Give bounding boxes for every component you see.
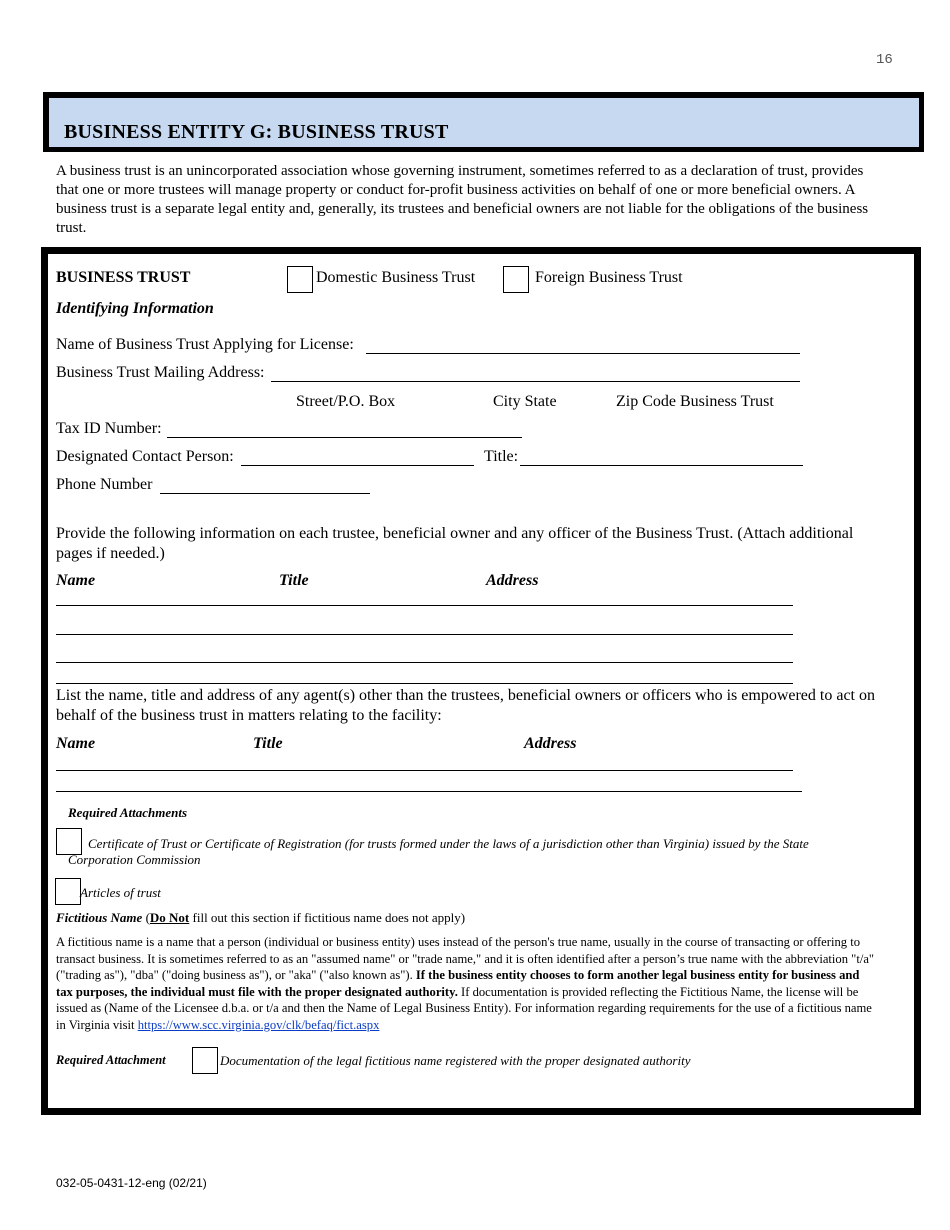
trustee-entry-line[interactable] [56, 634, 793, 635]
domestic-checkbox[interactable] [287, 266, 313, 293]
trustees-address-header: Address [486, 572, 539, 589]
section-title-banner [43, 92, 924, 152]
fictitious-heading: Fictitious Name [56, 910, 143, 925]
trustees-instructions: Provide the following information on each trustee, beneficial owner and any officer of the Business Trust. (Attach additional pages if needed.) [56, 525, 854, 562]
trust-name-label: Name of Business Trust Applying for License: [56, 336, 354, 353]
form-code-footer: 032-05-0431-12-eng (02/21) [56, 1176, 207, 1190]
intro-paragraph: A business trust is an unincorporated association whose governing instrument, sometimes referred to as a declaration of trust, provides that one or more trustees will manage property or conduct for-profit business activities on behalf of one or more beneficial owners. A business trust is a separate legal entity and, generally, its trustees and beneficial owners are not liable for the obligations of the business trust. [56, 163, 869, 236]
contact-title-field[interactable] [520, 465, 803, 466]
phone-field[interactable] [160, 493, 370, 494]
mailing-address-field[interactable] [271, 381, 800, 382]
contact-person-label: Designated Contact Person: [56, 448, 234, 465]
agent-entry-line[interactable] [56, 791, 802, 792]
page-number: 16 [876, 52, 893, 68]
fictitious-doc-checkbox[interactable] [192, 1047, 218, 1074]
foreign-checkbox[interactable] [503, 266, 529, 293]
agents-name-header: Name [56, 735, 96, 752]
fictitious-paragraph-bold: If the business entity chooses to form another legal business entity for business and tax purposes, the individual must file with the proper designated authority. [56, 968, 860, 999]
articles-attachment-label: Articles of trust [80, 885, 161, 900]
trustee-entry-line[interactable] [56, 605, 793, 606]
section-title: BUSINESS ENTITY G: BUSINESS TRUST [64, 121, 449, 143]
required-attachments-heading: Required Attachments [68, 805, 188, 820]
contact-person-field[interactable] [241, 465, 474, 466]
do-not-emphasis: Do Not [149, 910, 190, 925]
trustee-entry-line[interactable] [56, 683, 793, 684]
street-caption: Street/P.O. Box [296, 393, 396, 410]
agents-title-header: Title [253, 735, 283, 752]
certificate-attachment-label: Certificate of Trust or Certificate of Registration (for trusts formed under the laws of a jurisdiction other than Virginia) issued by the State Corporation Commission [68, 836, 809, 867]
fictitious-doc-label: Documentation of the legal fictitious name registered with the proper designated authority [220, 1053, 691, 1068]
zip-caption: Zip Code Business Trust [616, 393, 774, 410]
trustees-name-header: Name [56, 572, 96, 589]
tax-id-field[interactable] [167, 437, 522, 438]
fictitious-heading-line [56, 910, 465, 926]
fictitious-paragraph [56, 934, 878, 1033]
tax-id-label: Tax ID Number: [56, 420, 162, 437]
form-heading: BUSINESS TRUST [56, 269, 191, 286]
trustee-entry-line[interactable] [56, 662, 793, 663]
contact-title-label: Title: [484, 448, 519, 465]
fictitious-paragraph-part2: If documentation is provided reflecting the Fictitious Name, the license will be issued as (Name of the Licensee d.b.a. or t/a and then the Name of Legal Business Entity). For information regarding requirements for the use of a fictitious name in Virginia visit [56, 984, 872, 1032]
scc-fictitious-name-link[interactable]: https://www.scc.virginia.gov/clk/befaq/fict.aspx [137, 1017, 380, 1032]
agents-instructions: List the name, title and address of any agent(s) other than the trustees, beneficial owners or officers who is empowered to act on behalf of the business trust in matters relating to the facility: [56, 687, 875, 724]
trust-name-field[interactable] [366, 353, 800, 354]
articles-checkbox[interactable] [55, 878, 81, 905]
mailing-address-label: Business Trust Mailing Address: [56, 364, 265, 381]
fictitious-paragraph-part1: A fictitious name is a name that a person (individual or business entity) uses instead of the person's true name, usually in the course of transacting or offering to transact business. It is sometimes referred to as an "assumed name" or "trade name," and it is often identified after a person’s true name with the abbreviation "t/a" ("trading as"), "dba" ("doing business as"), or "aka" ("also known as"). [56, 935, 875, 982]
identifying-heading: Identifying Information [56, 300, 214, 317]
phone-label: Phone Number [56, 476, 153, 493]
city-state-caption: City State [493, 393, 557, 410]
agents-address-header: Address [524, 735, 577, 752]
foreign-label: Foreign Business Trust [535, 269, 683, 286]
domestic-label: Domestic Business Trust [316, 269, 476, 286]
fictitious-note: fill out this section if fictitious name does not apply) [189, 910, 466, 925]
agent-entry-line[interactable] [56, 770, 793, 771]
fictitious-note-open: ( [142, 910, 150, 925]
trustees-title-header: Title [279, 572, 309, 589]
required-attachment-label: Required Attachment [56, 1053, 166, 1067]
